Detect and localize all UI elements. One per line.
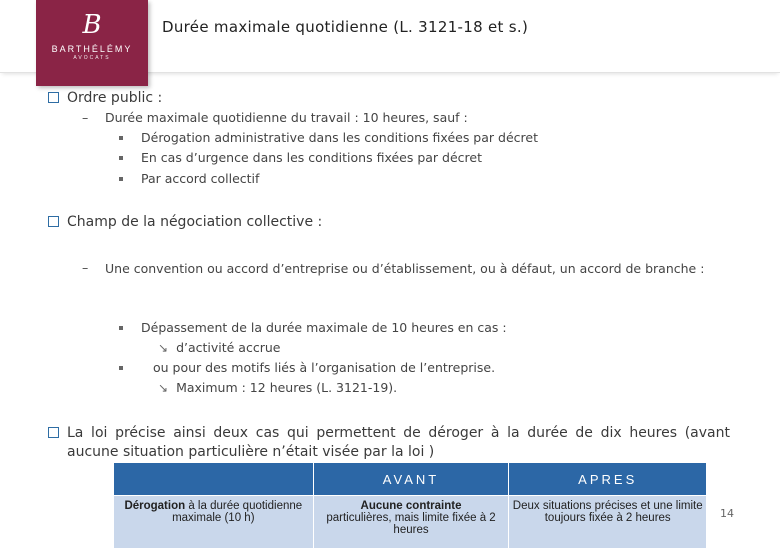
square-bullet-icon <box>119 136 123 140</box>
section2-arrow1: d’activité accrue <box>176 340 281 355</box>
section3-bullet-row <box>48 425 67 441</box>
comparison-table <box>113 462 707 549</box>
section1-heading: Ordre public : <box>67 90 163 106</box>
section2-heading: Champ de la négociation collective : <box>67 214 323 230</box>
square-bullet-icon <box>119 366 123 370</box>
dash-marker: – <box>82 110 89 125</box>
table-row <box>114 496 707 549</box>
section2-arrow1-row <box>158 340 280 355</box>
table-header-apres: APRES <box>509 463 707 496</box>
table-cell-apres: Deux situations précises et une limite toujours fixée à 2 heures <box>509 496 707 549</box>
section1-subitem-1: Dérogation administrative dans les conditions fixées par décret <box>141 130 538 145</box>
checkbox-bullet-icon <box>48 216 59 227</box>
arrow-bullet-icon: ↘ <box>158 341 169 355</box>
table-header-empty <box>114 463 314 496</box>
table-header-avant: AVANT <box>313 463 509 496</box>
page-number: 14 <box>720 507 734 520</box>
section2-sub2: ou pour des motifs liés à l’organisation de l’entreprise. <box>153 360 496 375</box>
table-header-row <box>114 463 707 496</box>
square-bullet-icon <box>119 326 123 330</box>
avant-bold: Aucune contrainte <box>360 500 462 512</box>
section2-sub1: Dépassement de la durée maximale de 10 heures en cas : <box>141 320 507 335</box>
checkbox-bullet-icon <box>48 427 59 438</box>
section1-heading-row <box>48 90 162 106</box>
section2-dash-item: Une convention ou accord d’entreprise ou d’établissement, ou à défaut, un accord de branche : <box>105 261 705 276</box>
square-bullet-icon <box>119 177 123 181</box>
dash-marker: – <box>82 260 89 275</box>
section1-dash-item: Durée maximale quotidienne du travail : 10 heures, sauf : <box>105 110 468 125</box>
section2-arrow2: Maximum : 12 heures (L. 3121-19). <box>176 380 398 395</box>
firm-logo <box>36 0 148 86</box>
checkbox-bullet-icon <box>48 92 59 103</box>
table-cell-avant <box>313 496 509 549</box>
table-cell-label <box>114 496 314 549</box>
label-rest: à la durée quotidienne maximale (10 h) <box>172 500 303 524</box>
section3-text: La loi précise ainsi deux cas qui permettent de déroger à la durée de dix heures (avant aucune situation particulière n’était visée par la loi ) <box>67 425 730 460</box>
avant-rest: particulières, mais limite fixée à 2 heures <box>326 512 496 536</box>
square-bullet-icon <box>119 156 123 160</box>
section2-heading-row <box>48 214 322 230</box>
section1-subitem-3: Par accord collectif <box>141 171 260 186</box>
label-bold: Dérogation <box>124 500 186 512</box>
arrow-bullet-icon: ↘ <box>158 381 169 395</box>
slide-title: Durée maximale quotidienne (L. 3121-18 et s.) <box>162 18 529 36</box>
logo-subtitle: AVOCATS <box>73 55 111 61</box>
section2-arrow2-row <box>158 380 397 395</box>
logo-name: BARTHÉLÉMY <box>51 44 133 54</box>
section1-subitem-2: En cas d’urgence dans les conditions fixées par décret <box>141 150 482 165</box>
logo-monogram: B <box>82 10 102 40</box>
